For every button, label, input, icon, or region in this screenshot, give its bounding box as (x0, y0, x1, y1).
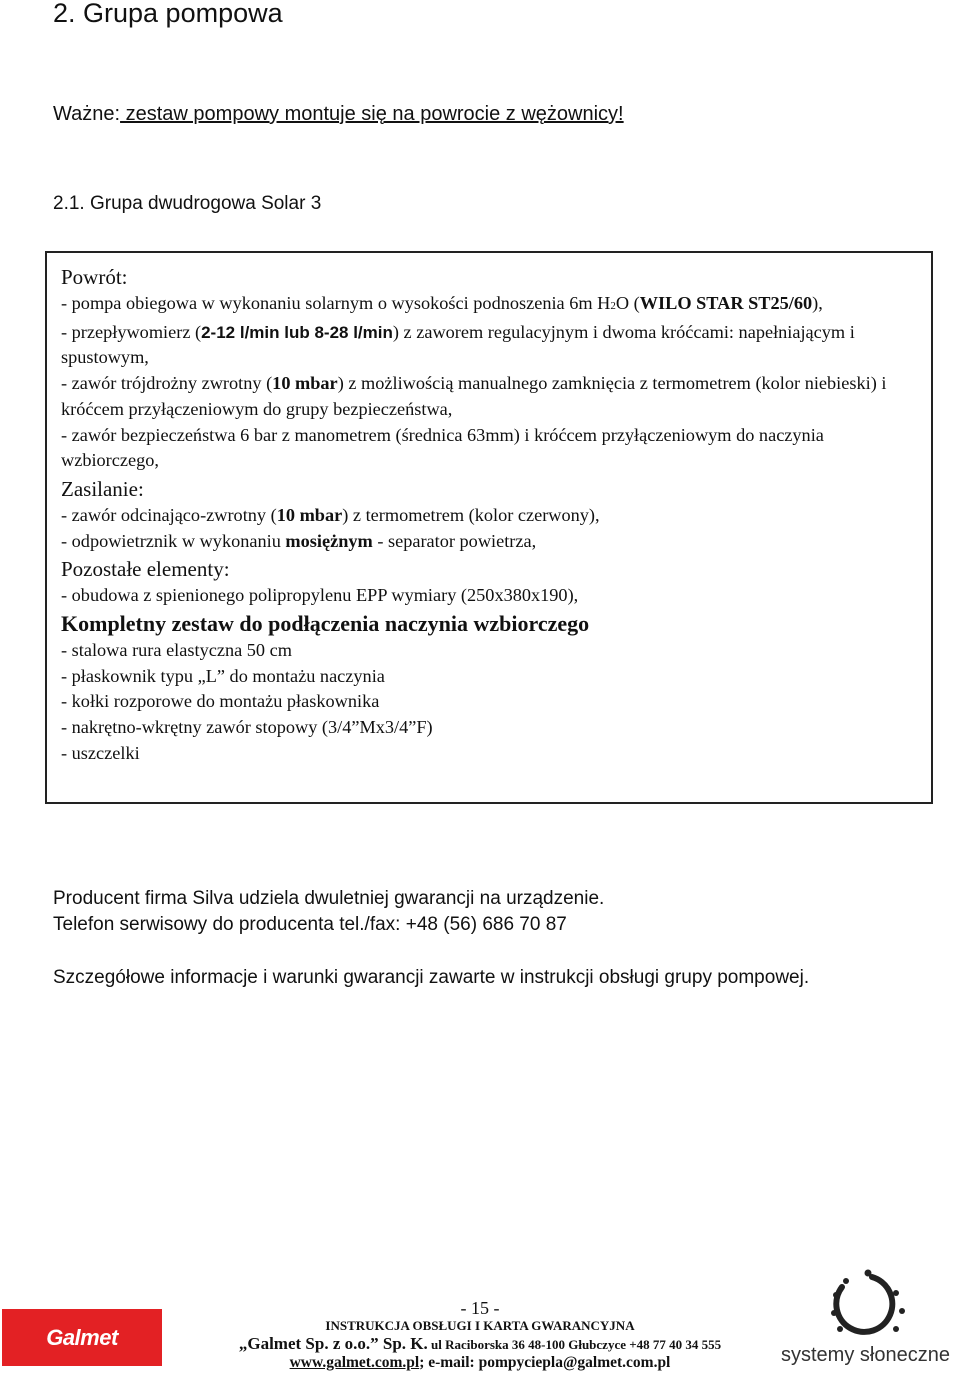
kit-item: - uszczelki (61, 742, 140, 763)
pump-line: - pompa obiegowa w wykonaniu solarnym o wysokości podnoszenia 6m H2O (WILO STAR ST25/60), (61, 293, 823, 313)
return-heading: Powrót: (61, 265, 128, 289)
phone-line: Telefon serwisowy do producenta tel./fax: +48 (56) 686 70 87 (53, 914, 567, 935)
page-number: - 15 - (460, 1298, 500, 1318)
safety-valve-line: - zawór bezpieczeństwa 6 bar z manometrem (średnica 63mm) i króćcem przyłączeniowym do naczynia wzbiorczego, (61, 424, 824, 471)
kit-item: - płaskownik typu „L” do montażu naczynia (61, 665, 385, 686)
page-footer (200, 1299, 760, 1372)
deaerator-line: - odpowietrznik w wykonaniu mosiężnym - separator powietrza, (61, 530, 537, 551)
website-link[interactable]: www.galmet.com.pl (289, 1354, 420, 1371)
kit-heading: Kompletny zestaw do podłączenia naczynia wzbiorczego (61, 611, 590, 637)
flowmeter-line: - przepływomierz (2-12 l/min lub 8-28 l/min) z zaworem regulacyjnym i dwoma króćcami: napełniającym i spustowym, (61, 321, 855, 368)
subsection-title: 2.1. Grupa dwudrogowa Solar 3 (53, 193, 322, 214)
galmet-logo-text: Galmet (46, 1324, 118, 1350)
kit-item: - nakrętno-wkrętny zawór stopowy (3/4”Mx3/4”F) (61, 717, 433, 738)
housing-line: - obudowa z spienionego polipropylenu EPP wymiary (250x380x190), (61, 585, 579, 606)
three-way-valve-line: - zawór trójdrożny zwrotny (10 mbar) z możliwością manualnego zamknięcia z termometrem (kolor niebieski) i króćcem przyłączeniowym do grupy bezpieczeństwa, (61, 373, 887, 419)
galmet-logo (2, 1309, 162, 1366)
shutoff-valve-line: - zawór odcinająco-zwrotny (10 mbar) z termometrem (kolor czerwony), (61, 504, 600, 525)
systemy-sloneczne-logo: systemy słoneczne (781, 1344, 950, 1366)
specification-box (45, 251, 933, 804)
kit-item: - kołki rozporowe do montażu płaskownika (61, 691, 380, 712)
manual-title: INSTRUKCJA OBSŁUGI I KARTA GWARANCYJNA (325, 1318, 635, 1333)
kit-item: - stalowa rura elastyczna 50 cm (61, 640, 292, 661)
section-title: 2. Grupa pompowa (53, 0, 283, 28)
important-prefix: Ważne: (53, 103, 121, 125)
company-address: „Galmet Sp. z o.o.” Sp. K. ul Raciborska 36 48-100 Głubczyce +48 77 40 34 555 (238, 1334, 722, 1353)
supply-heading: Zasilanie: (61, 476, 144, 501)
important-text: zestaw pompowy montuje się na powrocie z wężownicy! (120, 103, 624, 125)
other-elements-heading: Pozostałe elementy: (61, 557, 230, 582)
warranty-info (53, 886, 809, 991)
contact-line: www.galmet.com.pl; e-mail: pompyciepla@galmet.com.pl (289, 1354, 671, 1371)
details-line: Szczegółowe informacje i warunki gwarancji zawarte w instrukcji obsługi grupy pompowej. (53, 967, 810, 988)
important-note (53, 103, 624, 126)
warranty-line: Producent firma Silva udziela dwuletniej gwarancji na urządzenie. (53, 888, 605, 909)
